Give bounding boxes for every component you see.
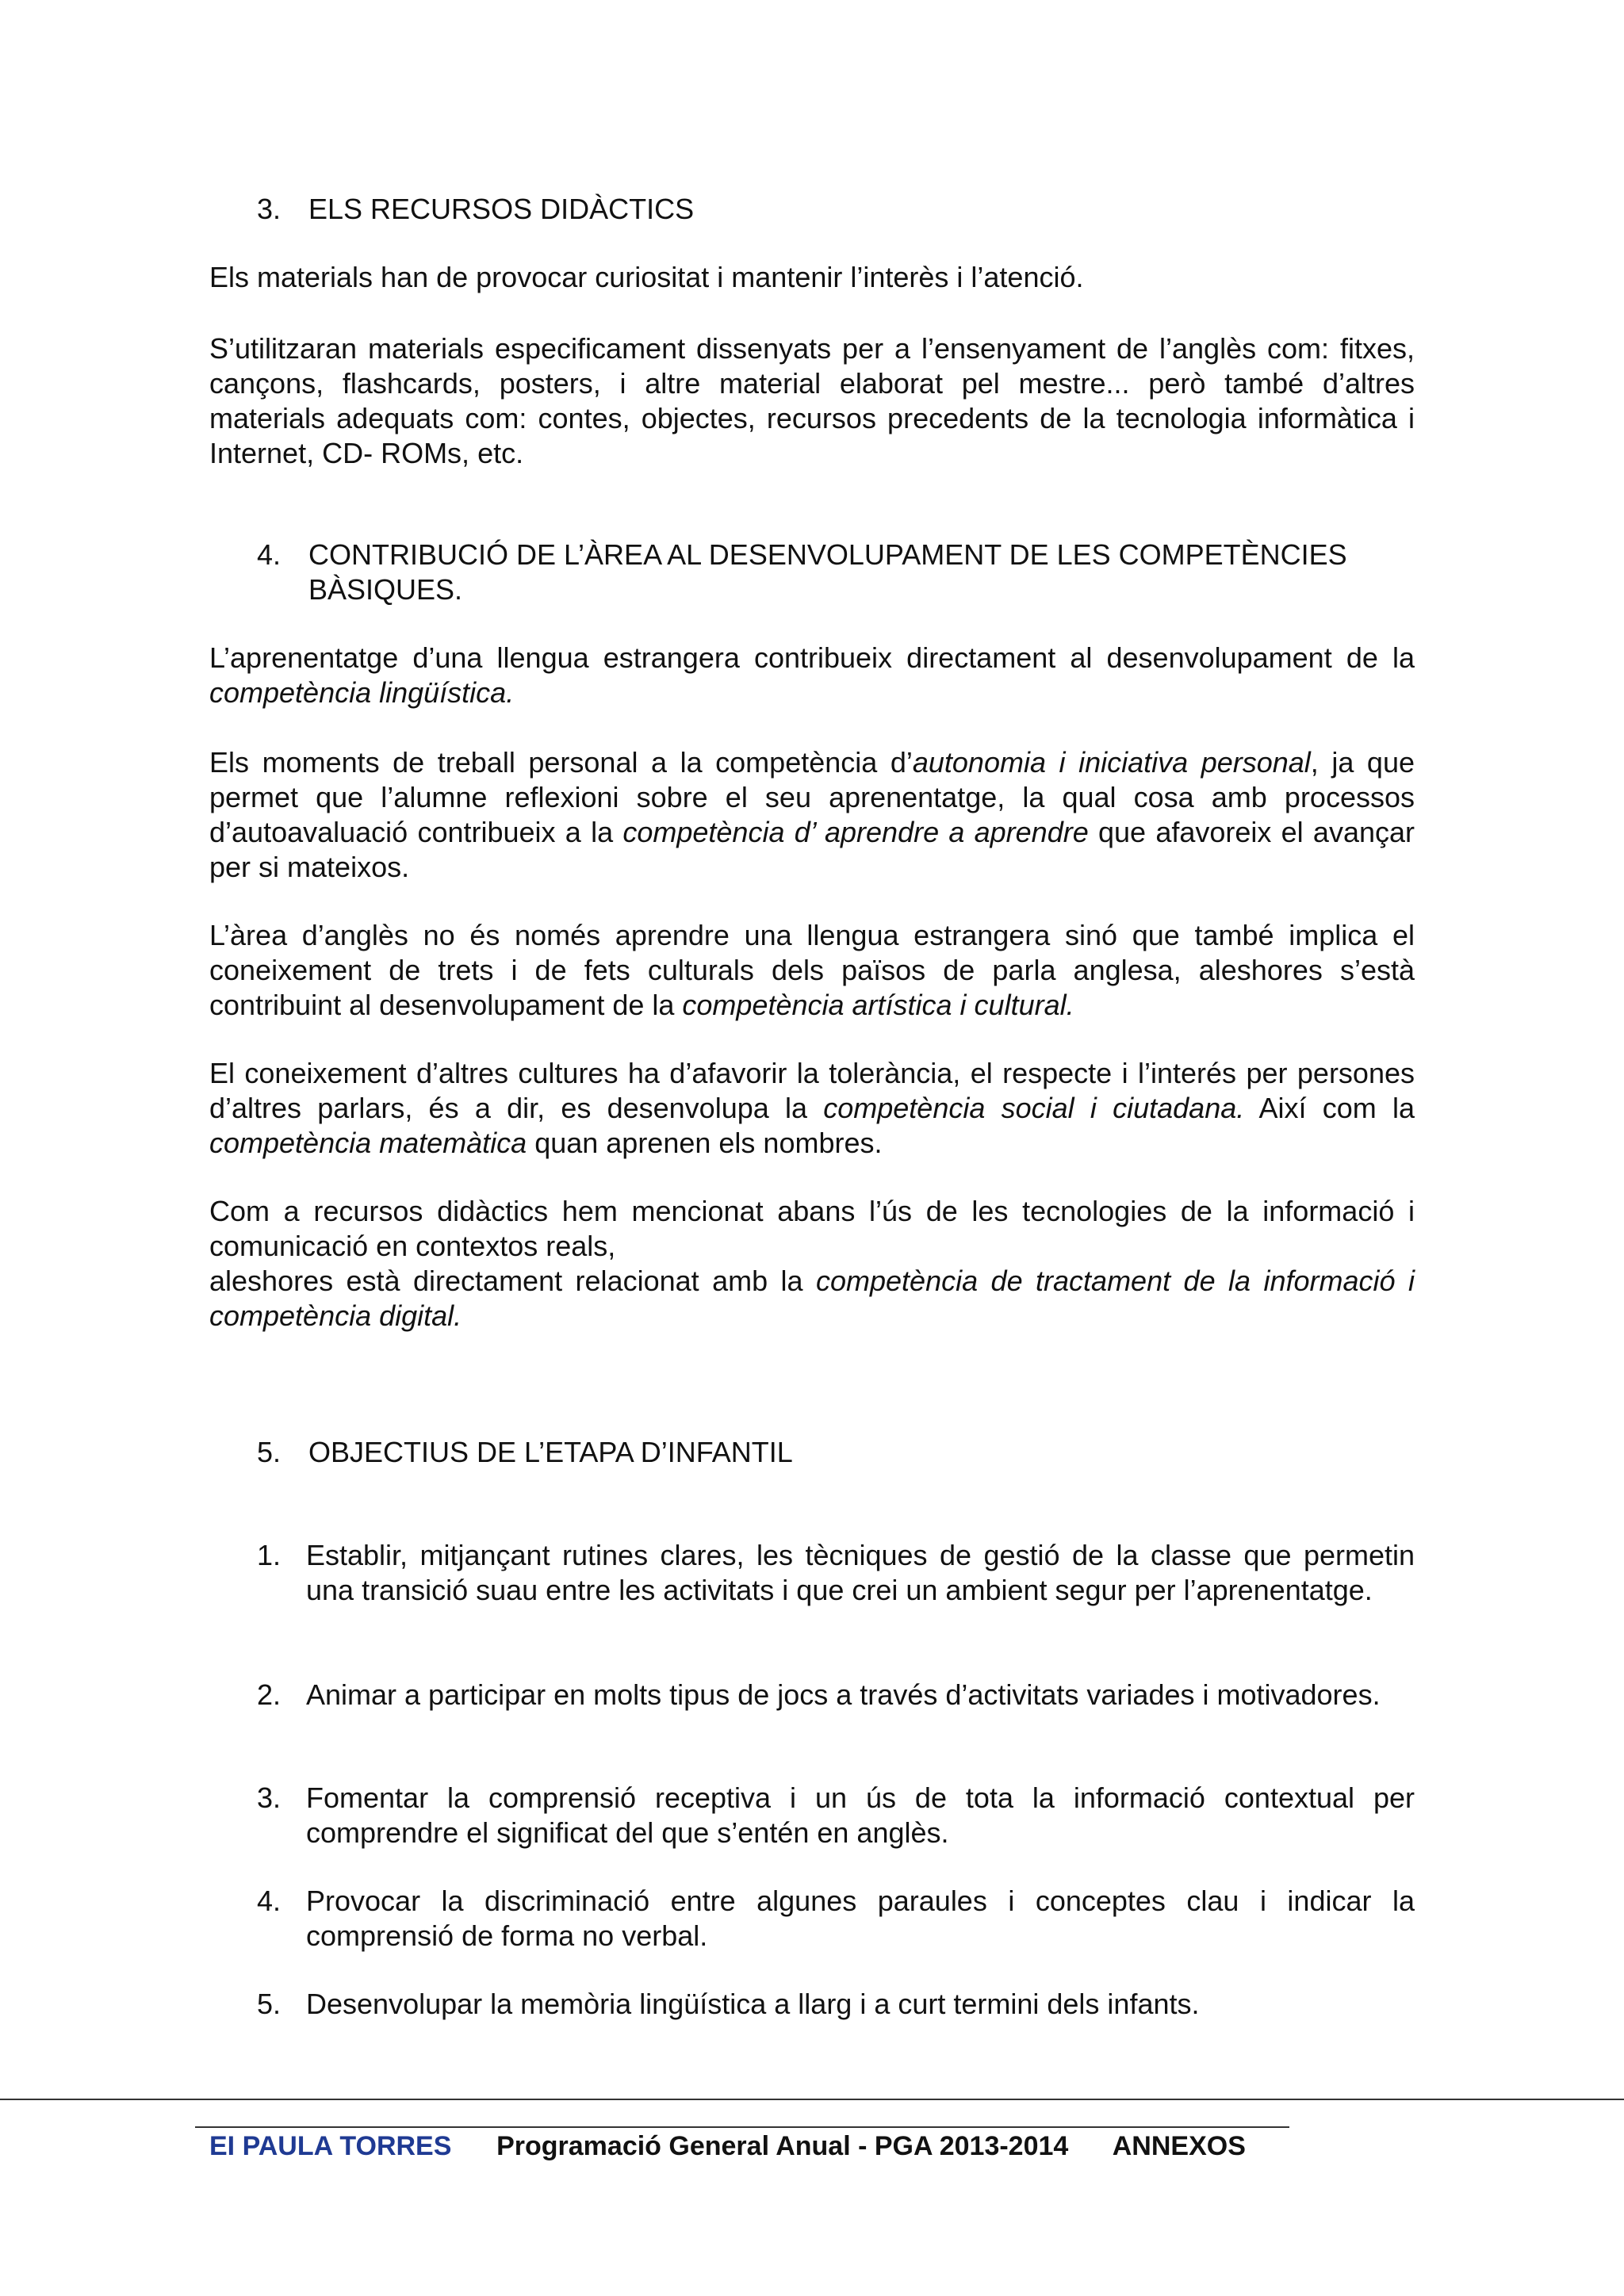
section-heading-3 — [257, 192, 1415, 227]
item-number: 1. — [257, 1539, 282, 1571]
paragraph-cultural — [209, 918, 1415, 1023]
item-number: 3. — [257, 1781, 282, 1814]
list-item — [257, 1781, 1415, 1850]
text-run: quan aprenen els nombres. — [527, 1127, 883, 1159]
section-title: ELS RECURSOS DIDÀCTICS — [308, 193, 695, 225]
paragraph-materials-list: S’utilitzaran materials especificament dissenyats per a l’ensenyament de l’anglès com: fitxes, cançons, flashcards, posters, i altre material elaborat pel mestre... però també d’altres materials adequats com: contes, objectes, recursos precedents de la tecnologia informàtica i Internet, CD- ROMs, etc. — [209, 332, 1415, 469]
text-run: Així com la — [1244, 1092, 1415, 1124]
text-run: Com a recursos didàctics hem mencionat abans l’ús de les tecnologies de la informació i comunicació en contextos reals, — [209, 1195, 1415, 1262]
section-title: OBJECTIUS DE L’ETAPA D’INFANTIL — [308, 1436, 793, 1468]
item-number: 4. — [257, 1885, 282, 1917]
list-item — [257, 1538, 1415, 1608]
section-number: 4. — [257, 538, 282, 571]
page-footer — [209, 2131, 1246, 2162]
paragraph-social — [209, 1056, 1415, 1161]
item-text: Desenvolupar la memòria lingüística a llarg i a curt termini dels infants. — [306, 1988, 1200, 2020]
paragraph-digital — [209, 1194, 1415, 1334]
footer-divider — [0, 2099, 1624, 2100]
footer-underline — [195, 2126, 1289, 2128]
paragraph-autonomy — [209, 745, 1415, 885]
italic-term: competència lingüística. — [209, 676, 515, 709]
paragraph-linguistic — [209, 641, 1415, 710]
text-run: que afavoreix el avançar per si mateixos. — [209, 816, 1415, 883]
item-text: Animar a participar en molts tipus de jocs a través d’activitats variades i motivadores. — [306, 1678, 1381, 1711]
italic-term: competència social i ciutadana. — [823, 1092, 1245, 1124]
list-item — [257, 1884, 1415, 1954]
item-text: Provocar la discriminació entre algunes paraules i conceptes clau i indicar la comprensió de forma no verbal. — [306, 1885, 1415, 1952]
italic-term: competència de tractament de la informació i competència digital. — [209, 1265, 1415, 1332]
footer-annex: ANNEXOS — [1112, 2131, 1246, 2161]
section-heading-4 — [257, 538, 1415, 607]
text-run: El coneixement d’altres cultures ha d’afavorir la tolerància, el respecte i l’interés per persones d’altres parlars, és a dir, es desenvolupa la — [209, 1057, 1415, 1124]
italic-term: competència artística i cultural. — [682, 989, 1074, 1021]
section-title: CONTRIBUCIÓ DE L’ÀREA AL DESENVOLUPAMENT DE LES COMPETÈNCIES BÀSIQUES. — [308, 538, 1347, 606]
italic-term: competència d’ aprendre a aprendre — [622, 816, 1089, 848]
text-run: Els moments de treball personal a la competència d’ — [209, 746, 913, 779]
section-number: 5. — [257, 1436, 282, 1468]
text-run: L’àrea d’anglès no és només aprendre una llengua estrangera sinó que també implica el coneixement de trets i de fets culturals dels països de parla anglesa, aleshores s’està contribuint al desenvolupament de la — [209, 919, 1415, 1021]
list-item — [257, 1987, 1415, 2022]
text-run: L’aprenentatge d’una llengua estrangera contribueix directament al desenvolupament de la — [209, 641, 1415, 674]
section-number: 3. — [257, 193, 282, 225]
item-text: Fomentar la comprensió receptiva i un ús de tota la informació contextual per comprendre el significat del que s’entén en anglès. — [306, 1781, 1415, 1849]
list-item — [257, 1678, 1415, 1712]
text-run: aleshores està directament relacionat amb la — [209, 1265, 816, 1297]
footer-program: Programació General Anual - PGA 2013-2014 — [496, 2131, 1069, 2161]
item-number: 5. — [257, 1988, 282, 2020]
item-number: 2. — [257, 1678, 282, 1711]
italic-term: competència matemàtica — [209, 1127, 527, 1159]
section-heading-5 — [257, 1435, 1415, 1470]
text-run: , ja que permet que l’alumne reflexioni sobre el seu aprenentatge, la qual cosa amb processos d’autoavaluació contribueix a la — [209, 746, 1415, 848]
italic-term: autonomia i iniciativa personal — [912, 746, 1311, 779]
footer-school-name: EI PAULA TORRES — [209, 2131, 452, 2161]
paragraph-materials-intro: Els materials han de provocar curiositat i mantenir l’interès i l’atenció. — [209, 261, 1084, 293]
item-text: Establir, mitjançant rutines clares, les tècniques de gestió de la classe que permetin una transició suau entre les activitats i que crei un ambient segur per l’aprenentatge. — [306, 1539, 1415, 1606]
